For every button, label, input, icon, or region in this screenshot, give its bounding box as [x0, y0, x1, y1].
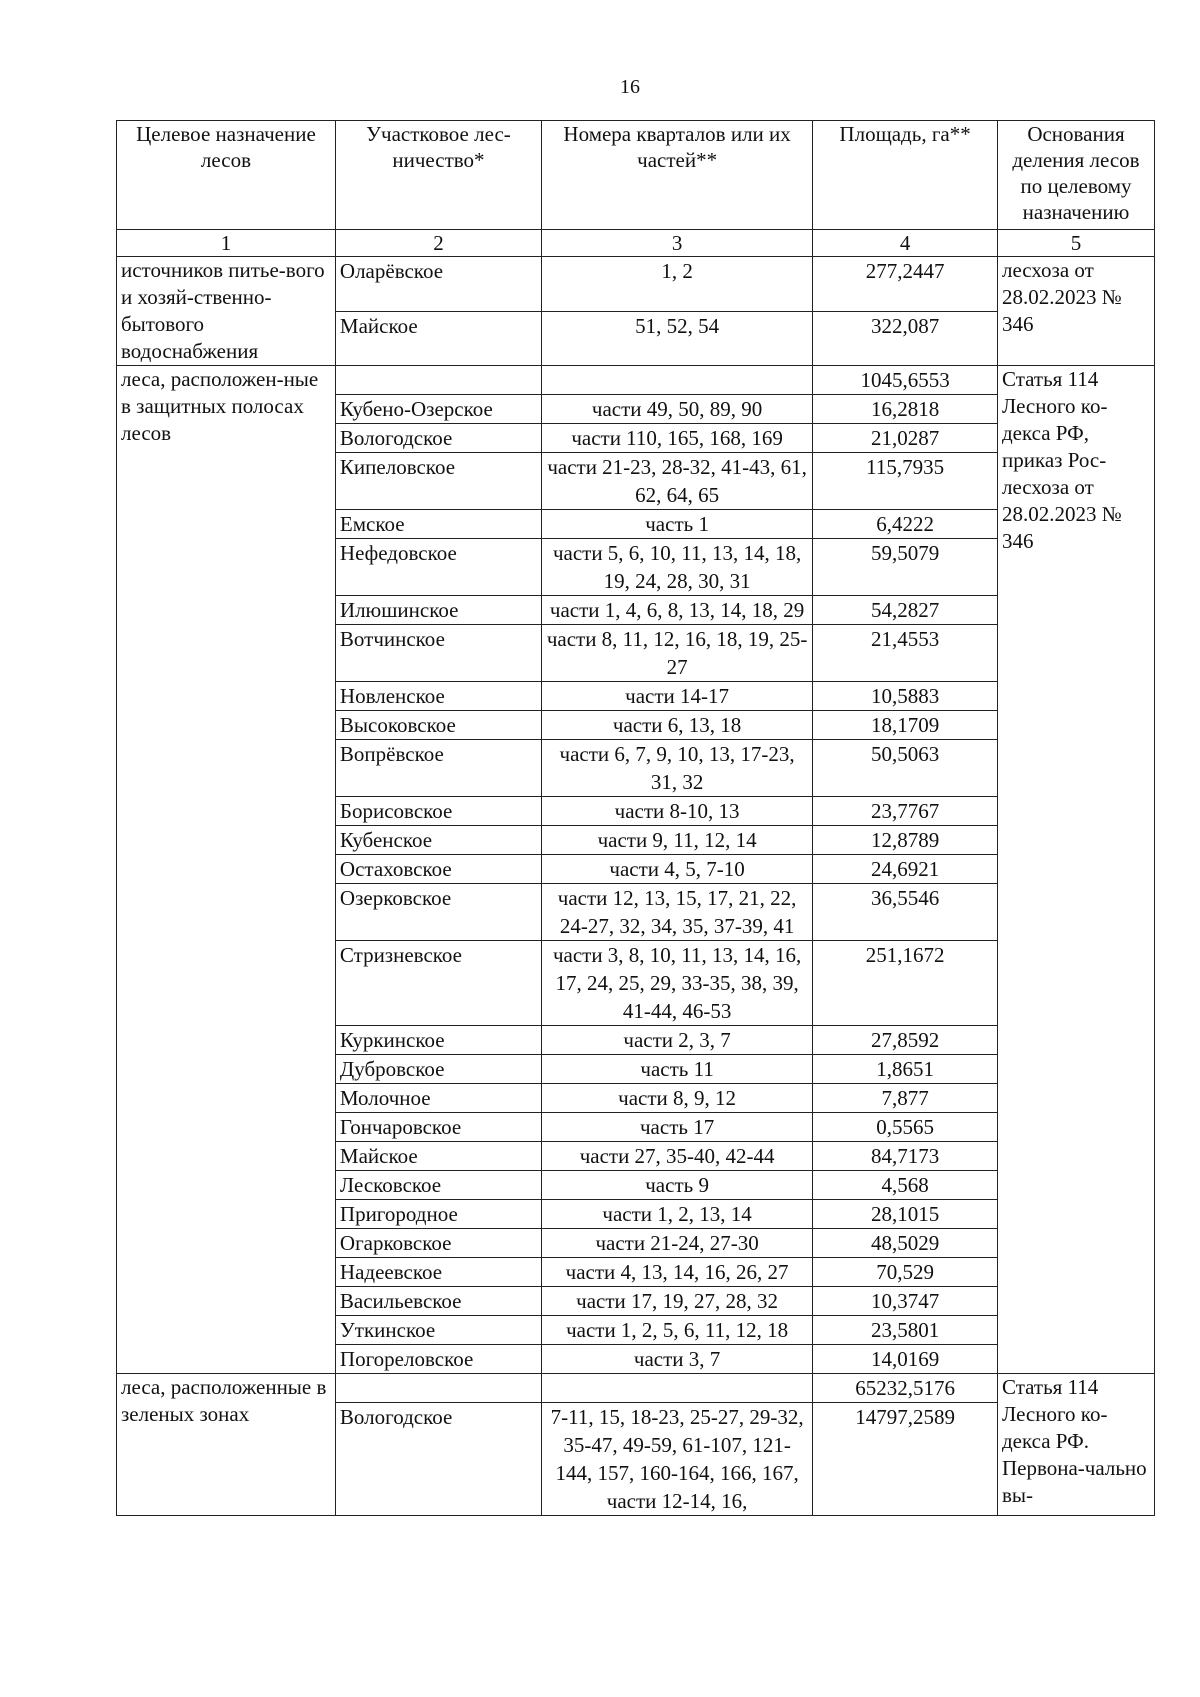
forestry-cell: Емское: [335, 510, 541, 539]
area-cell: 84,7173: [813, 1142, 998, 1171]
area-cell: 21,0287: [813, 424, 998, 453]
blocks-cell: части 14-17: [542, 682, 813, 711]
header-blocks: Номера кварталов или их частей**: [542, 121, 813, 230]
forestry-cell: Кипеловское: [335, 453, 541, 510]
area-cell: 16,2818: [813, 395, 998, 424]
area-cell: 14797,2589: [813, 1403, 998, 1516]
column-number-row: [117, 230, 1155, 257]
area-cell: 48,5029: [813, 1229, 998, 1258]
column-number: 5: [997, 230, 1154, 257]
blocks-cell: [542, 1374, 813, 1403]
table-row: [117, 257, 1155, 312]
blocks-cell: части 27, 35-40, 42-44: [542, 1142, 813, 1171]
forestry-cell: Оларёвское: [335, 257, 541, 312]
forestry-cell: Огарковское: [335, 1229, 541, 1258]
blocks-cell: часть 9: [542, 1171, 813, 1200]
blocks-cell: части 3, 7: [542, 1345, 813, 1374]
forestry-cell: Майское: [335, 311, 541, 366]
area-cell: 1045,6553: [813, 366, 998, 395]
area-cell: 4,568: [813, 1171, 998, 1200]
area-cell: 7,877: [813, 1084, 998, 1113]
area-cell: 322,087: [813, 311, 998, 366]
forestry-cell: Борисовское: [335, 797, 541, 826]
area-cell: 21,4553: [813, 625, 998, 682]
purpose-cell: источников питье-вого и хозяй-ственно-бытового водоснабжения: [117, 257, 336, 366]
forestry-cell: Майское: [335, 1142, 541, 1171]
blocks-cell: части 8, 9, 12: [542, 1084, 813, 1113]
area-cell: 12,8789: [813, 826, 998, 855]
table-total-row: [117, 366, 1155, 395]
blocks-cell: части 17, 19, 27, 28, 32: [542, 1287, 813, 1316]
header-purpose: Целевое назначение лесов: [117, 121, 336, 230]
forestry-cell: Уткинское: [335, 1316, 541, 1345]
forestry-cell: Пригородное: [335, 1200, 541, 1229]
blocks-cell: части 1, 4, 6, 8, 13, 14, 18, 29: [542, 596, 813, 625]
page-number: 16: [620, 76, 640, 98]
blocks-cell: части 49, 50, 89, 90: [542, 395, 813, 424]
area-cell: 27,8592: [813, 1026, 998, 1055]
forestry-cell: Нефедовское: [335, 539, 541, 596]
area-cell: 251,1672: [813, 941, 998, 1026]
area-cell: 1,8651: [813, 1055, 998, 1084]
blocks-cell: части 12, 13, 15, 17, 21, 22, 24-27, 32, 34, 35, 37-39, 41: [542, 884, 813, 941]
column-number: 4: [813, 230, 998, 257]
forestry-cell: Гончаровское: [335, 1113, 541, 1142]
area-cell: 10,5883: [813, 682, 998, 711]
blocks-cell: части 4, 13, 14, 16, 26, 27: [542, 1258, 813, 1287]
area-cell: 24,6921: [813, 855, 998, 884]
basis-cell: Статья 114 Лесного ко-декса РФ, приказ Рос-лесхоза от 28.02.2023 № 346: [997, 366, 1154, 1374]
forestry-cell: Вологодское: [335, 1403, 541, 1516]
forestry-cell: [335, 1374, 541, 1403]
header-area: Площадь, га**: [813, 121, 998, 230]
blocks-cell: части 21-23, 28-32, 41-43, 61, 62, 64, 65: [542, 453, 813, 510]
blocks-cell: части 1, 2, 13, 14: [542, 1200, 813, 1229]
area-cell: 115,7935: [813, 453, 998, 510]
forestry-cell: Вотчинское: [335, 625, 541, 682]
header-forestry: Участковое лес-ничество*: [335, 121, 541, 230]
column-number: 1: [117, 230, 336, 257]
blocks-cell: части 8, 11, 12, 16, 18, 19, 25-27: [542, 625, 813, 682]
table-total-row: [117, 1374, 1155, 1403]
basis-cell: лесхоза от 28.02.2023 № 346: [997, 257, 1154, 366]
blocks-cell: части 5, 6, 10, 11, 13, 14, 18, 19, 24, 28, 30, 31: [542, 539, 813, 596]
area-cell: 23,7767: [813, 797, 998, 826]
area-cell: 18,1709: [813, 711, 998, 740]
blocks-cell: части 8-10, 13: [542, 797, 813, 826]
blocks-cell: 1, 2: [542, 257, 813, 312]
table-header-row: [117, 121, 1155, 230]
blocks-cell: части 2, 3, 7: [542, 1026, 813, 1055]
blocks-cell: части 9, 11, 12, 14: [542, 826, 813, 855]
blocks-cell: части 21-24, 27-30: [542, 1229, 813, 1258]
forestry-cell: Стризневское: [335, 941, 541, 1026]
blocks-cell: части 3, 8, 10, 11, 13, 14, 16, 17, 24, 25, 29, 33-35, 38, 39, 41-44, 46-53: [542, 941, 813, 1026]
blocks-cell: части 6, 7, 9, 10, 13, 17-23, 31, 32: [542, 740, 813, 797]
area-cell: 10,3747: [813, 1287, 998, 1316]
blocks-cell: части 4, 5, 7-10: [542, 855, 813, 884]
forestry-cell: Надеевское: [335, 1258, 541, 1287]
forestry-cell: [335, 366, 541, 395]
area-cell: 36,5546: [813, 884, 998, 941]
forestry-cell: Остаховское: [335, 855, 541, 884]
forestry-cell: Дубровское: [335, 1055, 541, 1084]
column-number: 3: [542, 230, 813, 257]
column-number: 2: [335, 230, 541, 257]
blocks-cell: 51, 52, 54: [542, 311, 813, 366]
blocks-cell: часть 11: [542, 1055, 813, 1084]
forest-division-table: [116, 120, 1155, 1516]
header-basis: Основания деления лесов по целевому назначению: [997, 121, 1154, 230]
area-cell: 70,529: [813, 1258, 998, 1287]
forestry-cell: Погореловское: [335, 1345, 541, 1374]
forestry-cell: Васильевское: [335, 1287, 541, 1316]
area-cell: 6,4222: [813, 510, 998, 539]
forestry-cell: Новленское: [335, 682, 541, 711]
area-cell: 59,5079: [813, 539, 998, 596]
area-cell: 28,1015: [813, 1200, 998, 1229]
blocks-cell: часть 1: [542, 510, 813, 539]
area-cell: 65232,5176: [813, 1374, 998, 1403]
purpose-cell: леса, расположен-ные в защитных полосах лесов: [117, 366, 336, 1374]
area-cell: 277,2447: [813, 257, 998, 312]
forestry-cell: Озерковское: [335, 884, 541, 941]
purpose-cell: леса, расположенные в зеленых зонах: [117, 1374, 336, 1516]
blocks-cell: части 6, 13, 18: [542, 711, 813, 740]
blocks-cell: часть 17: [542, 1113, 813, 1142]
blocks-cell: 7-11, 15, 18-23, 25-27, 29-32, 35-47, 49-59, 61-107, 121-144, 157, 160-164, 166, 167, части 12-14, 16,: [542, 1403, 813, 1516]
area-cell: 54,2827: [813, 596, 998, 625]
area-cell: 0,5565: [813, 1113, 998, 1142]
forestry-cell: Кубено-Озерское: [335, 395, 541, 424]
forestry-cell: Вопрёвское: [335, 740, 541, 797]
blocks-cell: части 1, 2, 5, 6, 11, 12, 18: [542, 1316, 813, 1345]
forestry-cell: Молочное: [335, 1084, 541, 1113]
forestry-cell: Вологодское: [335, 424, 541, 453]
forestry-cell: Куркинское: [335, 1026, 541, 1055]
area-cell: 23,5801: [813, 1316, 998, 1345]
blocks-cell: части 110, 165, 168, 169: [542, 424, 813, 453]
forestry-cell: Лесковское: [335, 1171, 541, 1200]
area-cell: 50,5063: [813, 740, 998, 797]
area-cell: 14,0169: [813, 1345, 998, 1374]
basis-cell: Статья 114 Лесного ко-декса РФ. Первона-чально вы-: [997, 1374, 1154, 1516]
forestry-cell: Кубенское: [335, 826, 541, 855]
forestry-cell: Высоковское: [335, 711, 541, 740]
blocks-cell: [542, 366, 813, 395]
forestry-cell: Илюшинское: [335, 596, 541, 625]
